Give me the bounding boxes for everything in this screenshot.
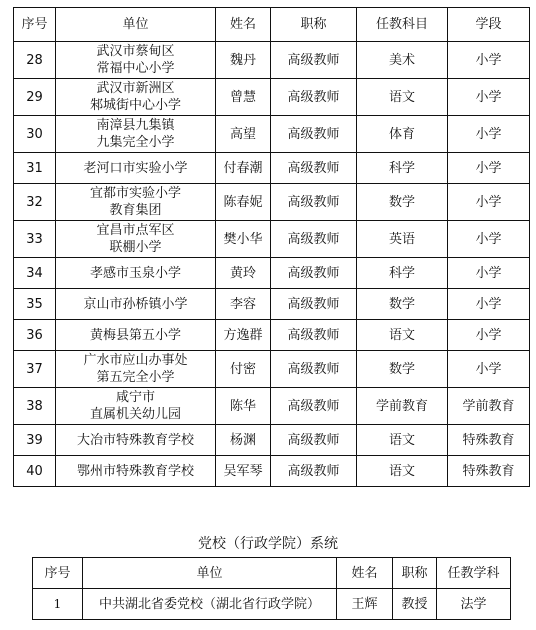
row-title: 高级教师 <box>271 320 357 351</box>
row-unit <box>56 153 216 184</box>
table-row <box>14 184 530 221</box>
table-row <box>14 388 530 425</box>
table-row <box>14 221 530 258</box>
row-unit <box>56 388 216 425</box>
party-row-no: 1 <box>33 589 83 620</box>
row-unit-line: 邾城街中心小学 <box>89 98 181 113</box>
row-name: 樊小华 <box>216 221 271 258</box>
row-name: 李容 <box>216 289 271 320</box>
table-row <box>14 116 530 153</box>
party-header-no: 序号 <box>33 558 83 589</box>
row-subject: 数学 <box>357 289 448 320</box>
party-header-unit: 单位 <box>83 558 337 589</box>
table-row <box>14 153 530 184</box>
row-unit-line: 武汉市蔡甸区 <box>96 44 175 59</box>
row-unit-line: 南漳县九集镇 <box>96 118 175 133</box>
row-name: 吴军琴 <box>216 456 271 487</box>
row-title: 高级教师 <box>271 153 357 184</box>
row-name: 付密 <box>216 351 271 388</box>
table-row <box>14 320 530 351</box>
row-unit-line: 直属机关幼儿园 <box>89 407 181 422</box>
header-title: 职称 <box>271 8 357 42</box>
row-no: 36 <box>14 320 56 351</box>
party-header-subject: 任教学科 <box>437 558 511 589</box>
row-no: 33 <box>14 221 56 258</box>
row-no: 29 <box>14 79 56 116</box>
row-no: 34 <box>14 258 56 289</box>
row-subject: 美术 <box>357 42 448 79</box>
row-name: 陈春妮 <box>216 184 271 221</box>
row-no: 38 <box>14 388 56 425</box>
party-school-table <box>32 557 511 620</box>
row-unit-line: 京山市孙桥镇小学 <box>83 296 188 312</box>
row-no: 40 <box>14 456 56 487</box>
row-title: 高级教师 <box>271 221 357 258</box>
row-name: 杨渊 <box>216 425 271 456</box>
row-subject: 语文 <box>357 456 448 487</box>
row-unit-line: 咸宁市 <box>115 390 155 405</box>
row-unit-line: 孝感市玉泉小学 <box>89 265 181 281</box>
header-name: 姓名 <box>216 8 271 42</box>
header-subject: 任教科目 <box>357 8 448 42</box>
row-unit <box>56 221 216 258</box>
row-unit-line: 第五完全小学 <box>96 370 175 385</box>
row-subject: 科学 <box>357 258 448 289</box>
row-no: 28 <box>14 42 56 79</box>
row-unit <box>56 320 216 351</box>
row-no: 35 <box>14 289 56 320</box>
row-unit <box>56 116 216 153</box>
table-row <box>14 425 530 456</box>
row-unit-line: 宜都市实验小学 <box>89 186 181 201</box>
row-unit-line: 九集完全小学 <box>96 135 175 150</box>
row-unit-line: 武汉市新洲区 <box>96 81 175 96</box>
row-unit <box>56 289 216 320</box>
row-level: 小学 <box>448 184 530 221</box>
row-unit-line: 教育集团 <box>109 203 162 218</box>
row-level: 小学 <box>448 42 530 79</box>
table-row <box>14 456 530 487</box>
row-title: 高级教师 <box>271 289 357 320</box>
table-row <box>33 589 511 620</box>
table-row <box>14 351 530 388</box>
row-subject: 语文 <box>357 320 448 351</box>
row-unit <box>56 425 216 456</box>
row-unit-line: 黄梅县第五小学 <box>89 327 181 343</box>
row-unit-line: 鄂州市特殊教育学校 <box>76 463 194 479</box>
row-level: 小学 <box>448 153 530 184</box>
row-name: 高望 <box>216 116 271 153</box>
row-subject: 学前教育 <box>357 388 448 425</box>
row-level: 特殊教育 <box>448 425 530 456</box>
row-name: 陈华 <box>216 388 271 425</box>
party-row-title: 教授 <box>393 589 437 620</box>
row-unit-line: 大冶市特殊教育学校 <box>76 432 194 448</box>
row-unit <box>56 79 216 116</box>
row-unit <box>56 351 216 388</box>
row-subject: 体育 <box>357 116 448 153</box>
row-level: 小学 <box>448 79 530 116</box>
row-subject: 英语 <box>357 221 448 258</box>
row-level: 小学 <box>448 116 530 153</box>
row-title: 高级教师 <box>271 425 357 456</box>
row-level: 小学 <box>448 258 530 289</box>
row-unit-line: 联棚小学 <box>109 240 162 255</box>
section-title: 党校（行政学院）系统 <box>198 536 338 552</box>
row-title: 高级教师 <box>271 456 357 487</box>
row-level: 学前教育 <box>448 388 530 425</box>
table-row <box>14 79 530 116</box>
party-row-unit: 中共湖北省委党校（湖北省行政学院） <box>83 589 337 620</box>
row-level: 特殊教育 <box>448 456 530 487</box>
header-unit: 单位 <box>56 8 216 42</box>
row-subject: 科学 <box>357 153 448 184</box>
row-level: 小学 <box>448 221 530 258</box>
table-row <box>14 289 530 320</box>
row-name: 付春潮 <box>216 153 271 184</box>
row-name: 魏丹 <box>216 42 271 79</box>
row-level: 小学 <box>448 351 530 388</box>
row-unit-line: 老河口市实验小学 <box>83 160 188 176</box>
row-no: 30 <box>14 116 56 153</box>
row-no: 37 <box>14 351 56 388</box>
row-name: 曾慧 <box>216 79 271 116</box>
row-subject: 语文 <box>357 79 448 116</box>
row-unit-line: 常福中心小学 <box>96 61 175 76</box>
row-title: 高级教师 <box>271 184 357 221</box>
party-header-title: 职称 <box>393 558 437 589</box>
row-title: 高级教师 <box>271 79 357 116</box>
row-unit-line: 广水市应山办事处 <box>83 353 188 368</box>
row-title: 高级教师 <box>271 388 357 425</box>
row-name: 方逸群 <box>216 320 271 351</box>
main-teacher-table <box>13 7 530 487</box>
party-row-name: 王辉 <box>337 589 393 620</box>
row-name: 黄玲 <box>216 258 271 289</box>
party-row-subject: 法学 <box>437 589 511 620</box>
row-level: 小学 <box>448 289 530 320</box>
row-subject: 数学 <box>357 351 448 388</box>
row-unit <box>56 42 216 79</box>
row-subject: 数学 <box>357 184 448 221</box>
row-unit-line: 宜昌市点军区 <box>96 223 175 238</box>
row-title: 高级教师 <box>271 42 357 79</box>
header-no: 序号 <box>14 8 56 42</box>
table-header-row <box>14 8 530 42</box>
row-unit <box>56 456 216 487</box>
row-subject: 语文 <box>357 425 448 456</box>
table-row <box>14 42 530 79</box>
row-title: 高级教师 <box>271 258 357 289</box>
party-header-name: 姓名 <box>337 558 393 589</box>
row-unit <box>56 184 216 221</box>
party-header-row <box>33 558 511 589</box>
row-title: 高级教师 <box>271 351 357 388</box>
header-level: 学段 <box>448 8 530 42</box>
table-row <box>14 258 530 289</box>
row-title: 高级教师 <box>271 116 357 153</box>
row-no: 39 <box>14 425 56 456</box>
row-unit <box>56 258 216 289</box>
row-no: 31 <box>14 153 56 184</box>
row-no: 32 <box>14 184 56 221</box>
row-level: 小学 <box>448 320 530 351</box>
